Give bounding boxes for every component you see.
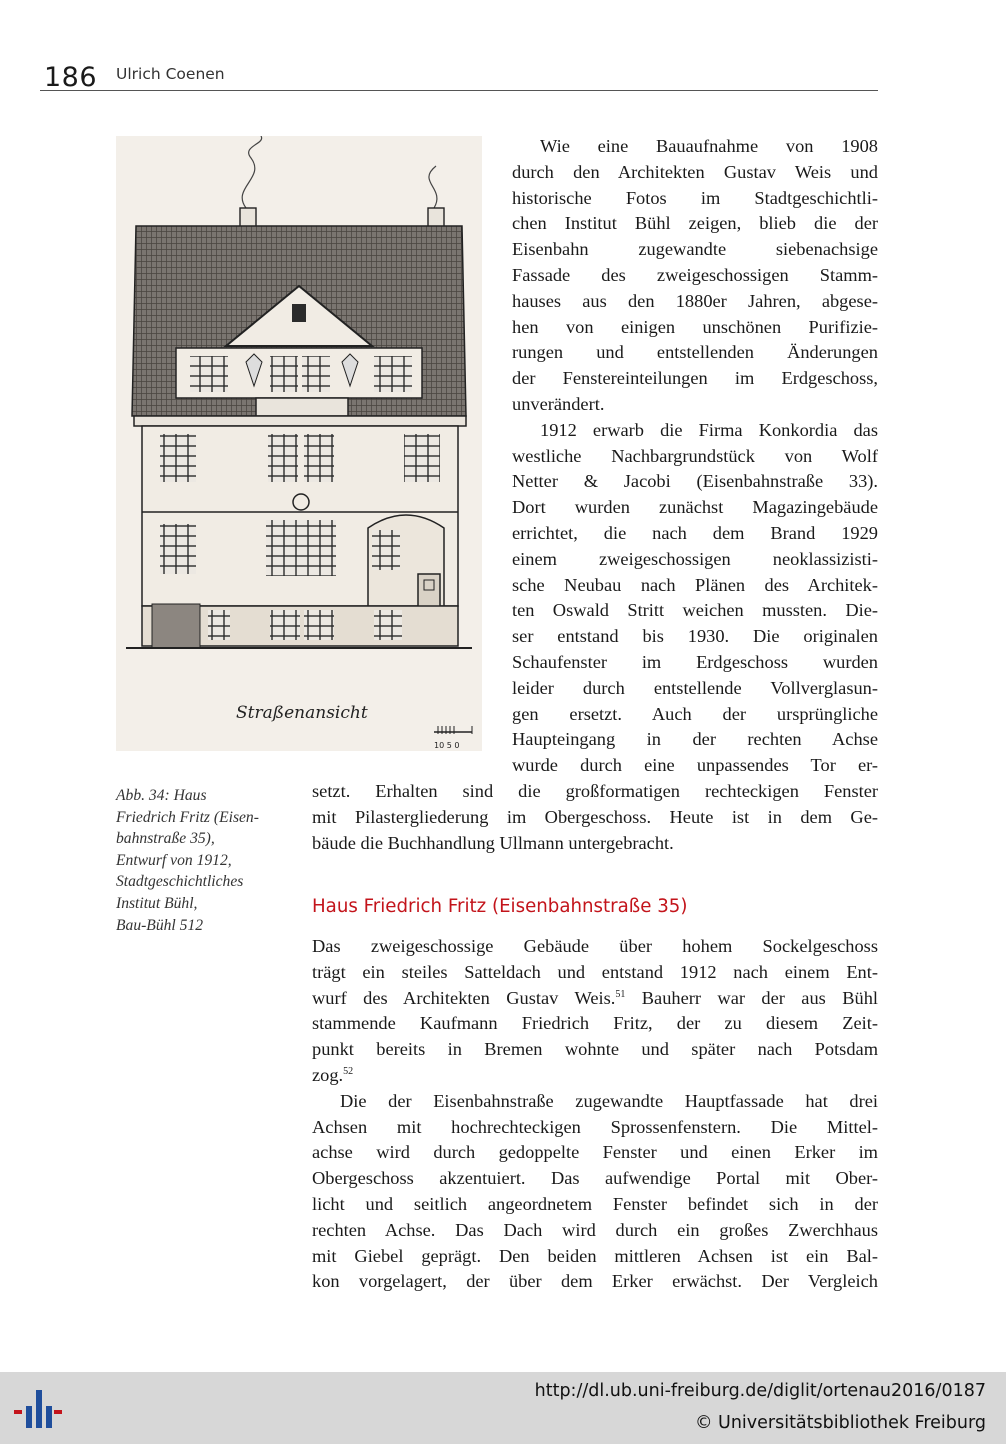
text-line: bäude die Buchhandlung Ullmann untergebracht. — [312, 832, 674, 853]
caption-line: bahnstraße 35), — [116, 830, 215, 848]
text-line: hen von einigen unschönen Purifizie- — [512, 316, 878, 337]
body-text-wide-continuation — [312, 779, 878, 856]
text-fragment: wurf des Architekten Gustav Weis. — [312, 987, 616, 1008]
library-logo-icon — [14, 1384, 62, 1432]
text-line: westliche Nachbargrundstück von Wolf — [512, 445, 878, 466]
text-line: mit Pilastergliederung im Obergeschoss. Heute ist in dem Ge- — [312, 806, 878, 827]
caption-line: Stadtgeschichtliches — [116, 873, 244, 891]
caption-line: Institut Bühl, — [116, 894, 198, 912]
text-line — [312, 1063, 878, 1089]
text-line: kon vorgelagert, der über dem Erker erwächst. Der Vergleich — [312, 1271, 878, 1292]
text-line: gen ersetzt. Auch der ursprüngliche — [512, 703, 878, 724]
page-number: 186 — [44, 62, 98, 93]
figure-caption — [116, 785, 288, 936]
scale-label: 10 5 0 — [434, 741, 460, 750]
text-line: Obergeschoss akzentuiert. Das aufwendige Portal mit Ober- — [312, 1168, 878, 1189]
caption-line: Friedrich Fritz (Eisen- — [116, 808, 259, 826]
text-line: Das zweigeschossige Gebäude über hohem Sockelgeschoss — [312, 936, 878, 956]
text-line: rungen und entstellenden Änderungen — [512, 342, 878, 363]
architectural-drawing-figure — [116, 136, 482, 751]
drawing-label: Straßenansicht — [236, 703, 368, 723]
text-line: sche Neubau nach Plänen des Architek- — [512, 574, 878, 595]
copyright-notice: © Universitätsbibliothek Freiburg — [694, 1413, 986, 1433]
facade-drawing — [116, 136, 482, 751]
text-line: der Fenstereinteilungen im Erdgeschoss, — [512, 368, 878, 389]
source-url-link[interactable]: http://dl.ub.uni-freiburg.de/diglit/ortenau2016/0187 — [534, 1381, 986, 1401]
text-line: Die der Eisenbahnstraße zugewandte Hauptfassade hat drei — [340, 1090, 878, 1111]
text-line: hauses aus den 1880er Jahren, abgese- — [512, 290, 878, 311]
section-body-text — [312, 934, 878, 1295]
text-line: errichtet, die nach dem Brand 1929 — [512, 522, 878, 543]
text-line: historische Fotos im Stadtgeschichtli- — [512, 187, 878, 208]
text-line: ten Oswald Stritt weichen mussten. Die- — [512, 600, 878, 621]
running-header-author: Ulrich Coenen — [116, 65, 225, 83]
text-line: Haupteingang in der rechten Achse — [512, 729, 878, 750]
library-footer — [0, 1372, 1006, 1444]
caption-line: Abb. 34: Haus — [116, 787, 207, 804]
footnote-marker: 52 — [343, 1065, 354, 1077]
text-fragment: Bauherr war der aus Bühl — [625, 987, 878, 1008]
text-line — [312, 986, 878, 1012]
text-line: wurde durch eine unpassendes Tor er- — [512, 755, 878, 776]
text-line: Netter & Jacobi (Eisenbahnstraße 33). — [512, 471, 878, 492]
text-line: mit Giebel geprägt. Den beiden mittleren Achsen ist ein Bal- — [312, 1245, 878, 1266]
body-text-narrow-column — [512, 134, 878, 779]
text-line: Eisenbahn zugewandte siebenachsige — [512, 239, 878, 260]
text-line: einem zweigeschossigen neoklassizisti- — [512, 548, 878, 569]
text-line: trägt ein steiles Satteldach und entstand 1912 nach einem Ent- — [312, 961, 878, 982]
section-heading: Haus Friedrich Fritz (Eisenbahnstraße 35) — [312, 896, 688, 917]
text-line: Achsen mit hochrechteckigen Sprossenfenstern. Die Mittel- — [312, 1116, 878, 1137]
text-line: ser entstand bis 1930. Die originalen — [512, 626, 878, 647]
text-line: Dort wurden zunächst Magazingebäude — [512, 497, 878, 518]
text-line: rechten Achse. Das Dach wird durch ein großes Zwerchhaus — [312, 1219, 878, 1240]
text-line: 1912 erwarb die Firma Konkordia das — [540, 419, 878, 440]
text-line: Fassade des zweigeschossigen Stamm- — [512, 264, 878, 285]
text-line: leider durch entstellende Vollverglasun- — [512, 677, 878, 698]
text-line: Schaufenster im Erdgeschoss wurden — [512, 651, 878, 672]
caption-line: Bau-Bühl 512 — [116, 916, 204, 934]
caption-line: Entwurf von 1912, — [116, 851, 232, 869]
footnote-marker: 51 — [615, 988, 626, 1000]
text-fragment: zog. — [312, 1064, 344, 1085]
text-line: stammende Kaufmann Friedrich Fritz, der zu diesem Zeit- — [312, 1013, 878, 1034]
text-line: durch den Architekten Gustav Weis und — [512, 161, 878, 182]
text-line: punkt bereits in Bremen wohnte und später nach Potsdam — [312, 1039, 878, 1060]
text-line: Wie eine Bauaufnahme von 1908 — [540, 136, 878, 156]
text-line: achse wird durch gedoppelte Fenster und einen Erker im — [312, 1142, 878, 1163]
text-line: setzt. Erhalten sind die großformatigen rechteckigen Fenster — [312, 781, 878, 801]
text-line: chen Institut Bühl zeigen, blieb die der — [512, 213, 878, 234]
text-line: licht und seitlich angeordnetem Fenster befindet sich in der — [312, 1193, 878, 1214]
running-header — [40, 58, 878, 91]
text-line: unverändert. — [512, 393, 605, 414]
